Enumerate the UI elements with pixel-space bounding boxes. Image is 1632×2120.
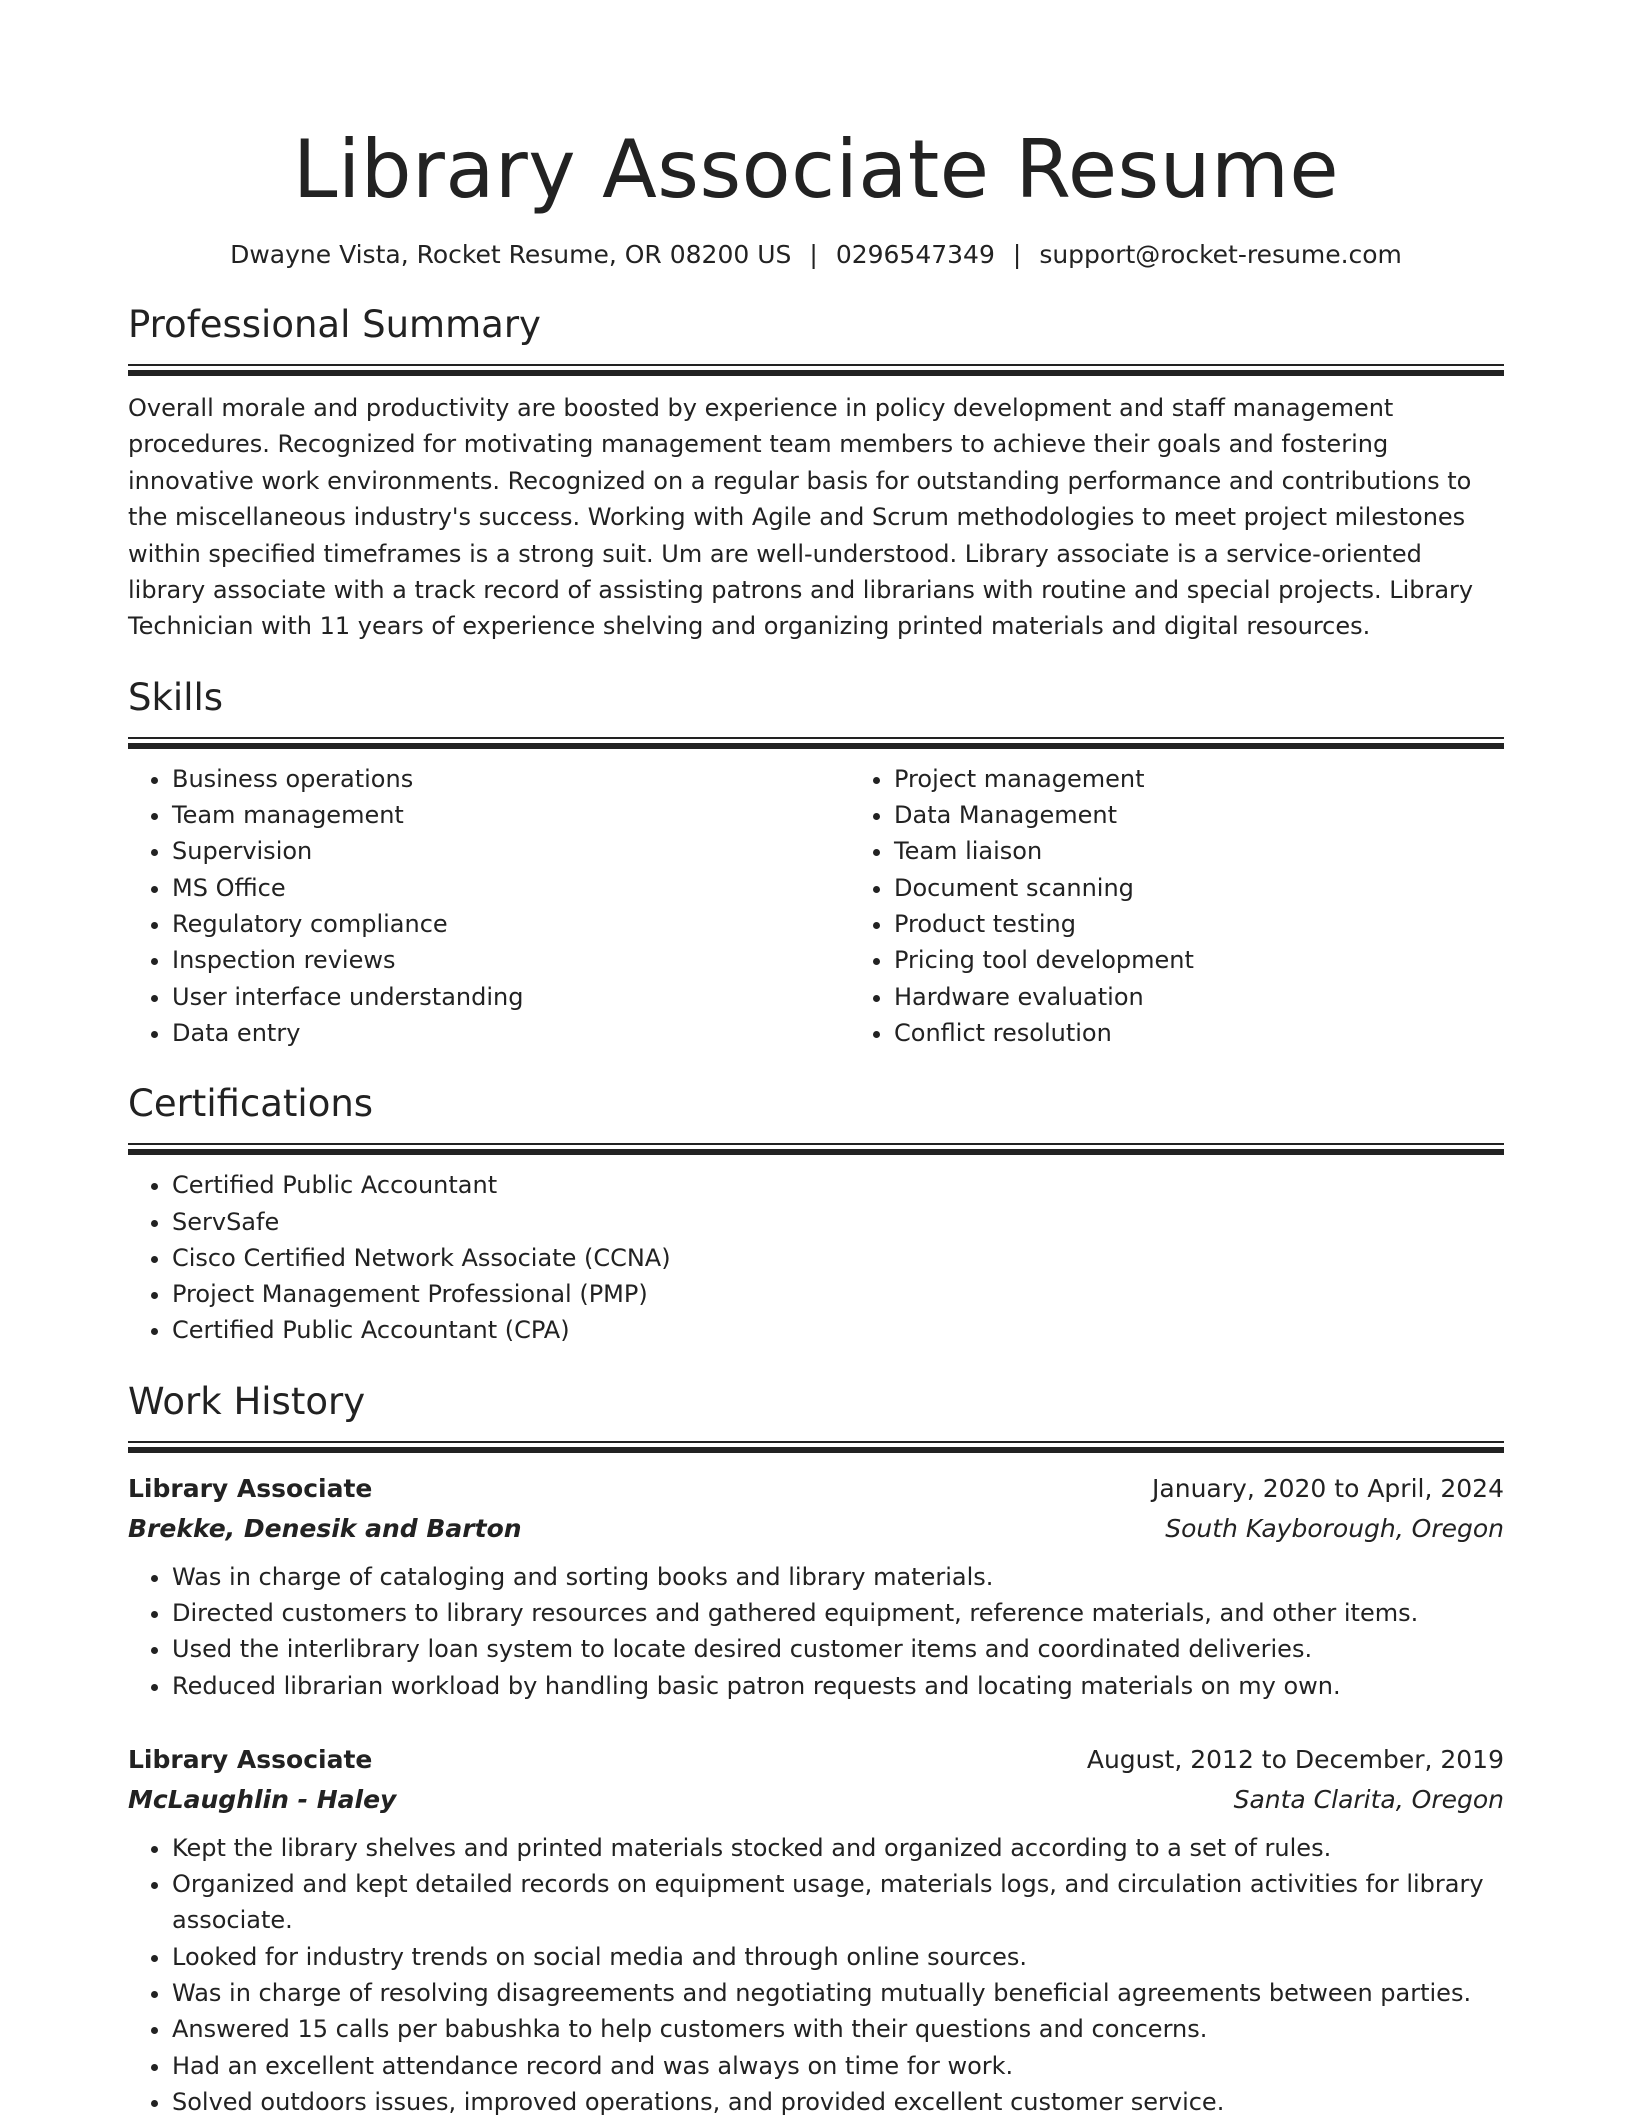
job-header-row xyxy=(128,1469,1504,1509)
contact-separator: | xyxy=(809,240,818,269)
skill-item: • Team management xyxy=(172,797,850,833)
job-location: South Kayborough, Oregon xyxy=(1165,1513,1504,1543)
contact-address: Dwayne Vista, Rocket Resume, OR 08200 US xyxy=(230,240,792,269)
contact-line xyxy=(128,238,1504,272)
skills-section xyxy=(128,673,1504,1051)
job-company-row xyxy=(128,1509,1504,1549)
skill-item: • Product testing xyxy=(894,906,1194,942)
job-title: Library Associate xyxy=(128,1744,373,1774)
work-history-section xyxy=(128,1377,1504,2120)
skill-item: • Hardware evaluation xyxy=(894,979,1194,1015)
job-company: Brekke, Denesik and Barton xyxy=(128,1513,522,1543)
job-company-row xyxy=(128,1780,1504,1820)
job-duty: • Organized and kept detailed records on equipment usage, materials logs, and circulation activities for library associate. xyxy=(172,1866,1504,1939)
job-location: Santa Clarita, Oregon xyxy=(1233,1784,1504,1814)
section-heading: Skills xyxy=(128,675,224,719)
job-entry xyxy=(128,1740,1504,2120)
skills-list-left xyxy=(128,761,850,1051)
job-dates: January, 2020 to April, 2024 xyxy=(1152,1473,1504,1503)
skill-item: • User interface understanding xyxy=(172,979,850,1015)
skill-item: • Data entry xyxy=(172,1015,850,1051)
skill-item: • Team liaison xyxy=(894,833,1194,869)
job-entry xyxy=(128,1469,1504,1704)
certifications-list xyxy=(128,1167,1504,1348)
certification-item: • Certified Public Accountant xyxy=(172,1167,1504,1203)
skill-item: • Conflict resolution xyxy=(894,1015,1194,1051)
certifications-section xyxy=(128,1079,1504,1348)
skill-item: • Project management xyxy=(894,761,1194,797)
skill-item: • Business operations xyxy=(172,761,850,797)
job-duty: • Used the interlibrary loan system to locate desired customer items and coordinated deliveries. xyxy=(172,1631,1504,1667)
section-divider xyxy=(128,1441,1504,1453)
skill-item: • Regulatory compliance xyxy=(172,906,850,942)
skills-grid xyxy=(128,761,1504,1051)
job-duties-list xyxy=(128,1559,1504,1704)
section-heading: Professional Summary xyxy=(128,303,541,346)
skills-list-right xyxy=(850,761,1194,1051)
certification-item: • Project Management Professional (PMP) xyxy=(172,1276,1504,1312)
skill-item: • Supervision xyxy=(172,833,850,869)
job-duty: • Kept the library shelves and printed materials stocked and organized according to a set of rules. xyxy=(172,1830,1504,1866)
skill-item: • Inspection reviews xyxy=(172,942,850,978)
job-duty: • Looked for industry trends on social media and through online sources. xyxy=(172,1939,1504,1975)
job-duty: • Reduced librarian workload by handling basic patron requests and locating materials on my own. xyxy=(172,1668,1504,1704)
job-duty: • Answered 15 calls per babushka to help customers with their questions and concerns. xyxy=(172,2011,1504,2047)
skill-item: • Document scanning xyxy=(894,870,1194,906)
skill-item: • Pricing tool development xyxy=(894,942,1194,978)
contact-separator: | xyxy=(1012,240,1022,269)
section-heading: Work History xyxy=(128,1379,366,1423)
certification-item: • Certified Public Accountant (CPA) xyxy=(172,1312,1504,1348)
skill-item: • Data Management xyxy=(894,797,1194,833)
job-header-row xyxy=(128,1740,1504,1780)
job-duty: • Was in charge of resolving disagreements and negotiating mutually beneficial agreements between parties. xyxy=(172,1975,1504,2011)
skill-item: • MS Office xyxy=(172,870,850,906)
job-title: Library Associate xyxy=(128,1473,373,1503)
section-heading: Certifications xyxy=(128,1082,374,1126)
job-company: McLaughlin - Haley xyxy=(128,1784,397,1814)
contact-phone: 0296547349 xyxy=(835,240,995,269)
section-divider xyxy=(128,364,1504,376)
job-duties-list xyxy=(128,1830,1504,2120)
summary-section xyxy=(128,300,1504,645)
job-duty: • Directed customers to library resources and gathered equipment, reference materials, and other items. xyxy=(172,1595,1504,1631)
summary-text: Overall morale and productivity are boosted by experience in policy development and staff management procedures. Recognized for motivating management team members to achieve their goals and fostering innovative work environments. Recognized on a regular basis for outstanding performance and contributions to the miscellaneous industry's success. Working with Agile and Scrum methodologies to meet project milestones within specified timeframes is a strong suit. Um are well-understood. Library associate is a service-oriented library associate with a track record of assisting patrons and librarians with routine and special projects. Library Technician with 11 years of experience shelving and organizing printed materials and digital resources. xyxy=(128,394,1474,641)
job-duty: • Solved outdoors issues, improved operations, and provided excellent customer service. xyxy=(172,2084,1504,2120)
section-divider xyxy=(128,1143,1504,1155)
job-duty: • Had an excellent attendance record and was always on time for work. xyxy=(172,2048,1504,2084)
job-duty: • Was in charge of cataloging and sorting books and library materials. xyxy=(172,1559,1504,1595)
contact-email: support@rocket-resume.com xyxy=(1039,240,1402,269)
certification-item: • Cisco Certified Network Associate (CCNA) xyxy=(172,1240,1504,1276)
resume-title: Library Associate Resume xyxy=(292,123,1340,216)
certification-item: • ServSafe xyxy=(172,1204,1504,1240)
job-dates: August, 2012 to December, 2019 xyxy=(1086,1744,1504,1774)
section-divider xyxy=(128,737,1504,749)
